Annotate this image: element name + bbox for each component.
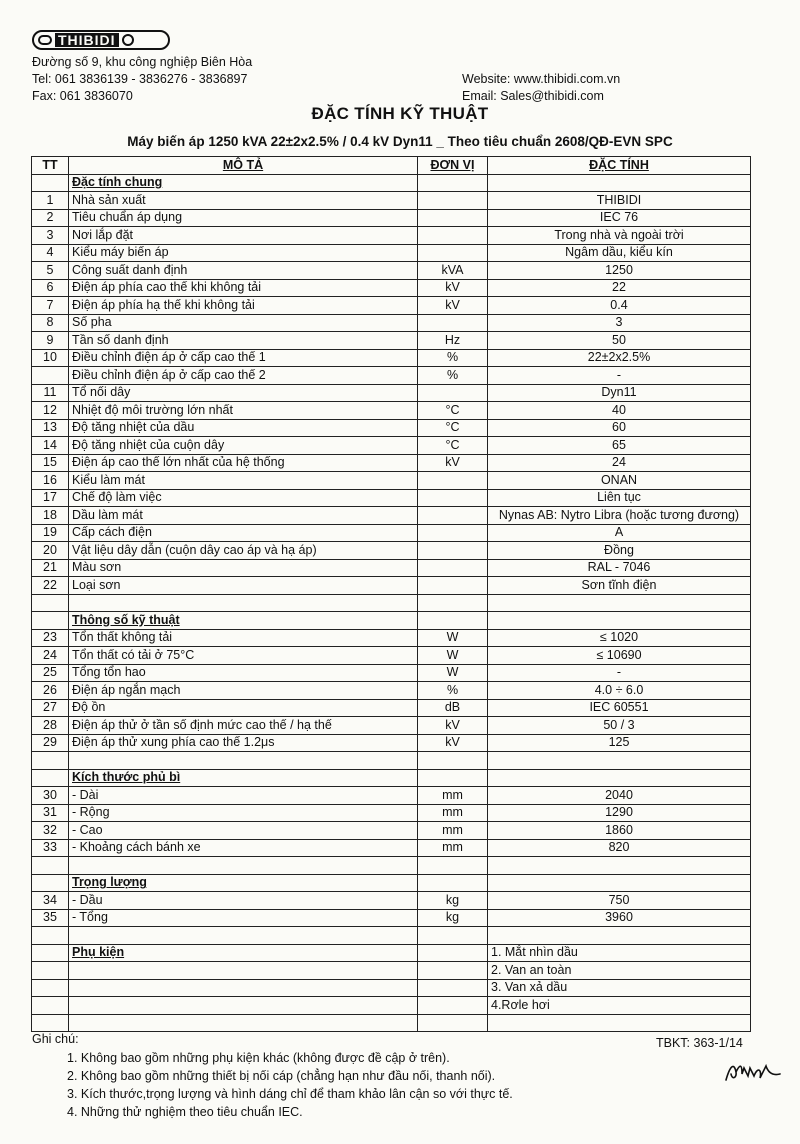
row-unit [418, 559, 488, 577]
accessory-unit [418, 997, 488, 1015]
section-spec [488, 874, 751, 892]
row-unit: Hz [418, 332, 488, 350]
company-fax: Fax: 061 3836070 [32, 89, 133, 103]
table-row [32, 297, 751, 315]
blank-cell [488, 594, 751, 612]
row-tt: 22 [32, 577, 69, 595]
accessory-desc [69, 997, 418, 1015]
row-unit: kV [418, 734, 488, 752]
accessory-item: 1. Mắt nhìn dầu [488, 944, 751, 962]
row-unit: kVA [418, 262, 488, 280]
section-row-technical [32, 612, 751, 630]
table-row [32, 244, 751, 262]
note-2: 2. Không bao gồm những thiết bị nối cáp (chẳng hạn như đầu nối, thanh nối). [67, 1069, 496, 1083]
blank-cell [418, 857, 488, 875]
row-spec: 4.0 ÷ 6.0 [488, 682, 751, 700]
company-website: Website: www.thibidi.com.vn [462, 72, 621, 86]
accessory-row [32, 962, 751, 980]
spec-table [31, 156, 751, 1032]
blank-cell [69, 857, 418, 875]
table-row [32, 332, 751, 350]
row-desc: Tổn thất có tải ở 75°C [69, 647, 418, 665]
row-tt: 24 [32, 647, 69, 665]
row-unit: mm [418, 822, 488, 840]
row-desc: Loại sơn [69, 577, 418, 595]
section-unit [418, 769, 488, 787]
spec-table-body [32, 174, 751, 1032]
row-unit [418, 384, 488, 402]
row-unit: mm [418, 787, 488, 805]
row-unit: kg [418, 892, 488, 910]
accessory-row [32, 979, 751, 997]
row-desc: Độ ồn [69, 699, 418, 717]
row-tt: 11 [32, 384, 69, 402]
row-spec: 22±2x2.5% [488, 349, 751, 367]
accessory-item: 2. Van an toàn [488, 962, 751, 980]
row-tt: 27 [32, 699, 69, 717]
row-spec: 750 [488, 892, 751, 910]
row-tt: 28 [32, 717, 69, 735]
row-spec: Liên tục [488, 489, 751, 507]
accessory-tt [32, 979, 69, 997]
row-desc: Độ tăng nhiệt của dầu [69, 419, 418, 437]
row-tt: 32 [32, 822, 69, 840]
table-row [32, 804, 751, 822]
accessory-tt [32, 962, 69, 980]
row-tt: 15 [32, 454, 69, 472]
row-spec: Nynas AB: Nytro Libra (hoặc tương đương) [488, 507, 751, 525]
row-unit: % [418, 349, 488, 367]
row-spec: IEC 76 [488, 209, 751, 227]
col-header-spec: ĐẶC TÍNH [488, 157, 751, 175]
document-code: TBKT: 363-1/14 [656, 1036, 743, 1050]
row-unit: kV [418, 454, 488, 472]
row-unit [418, 507, 488, 525]
accessory-row [32, 997, 751, 1015]
table-row [32, 664, 751, 682]
logo-circle-icon [122, 34, 134, 46]
table-row [32, 419, 751, 437]
section-tt [32, 769, 69, 787]
accessories-title: Phụ kiện [69, 944, 418, 962]
row-unit [418, 227, 488, 245]
table-row [32, 787, 751, 805]
logo-brand-text: THIBIDI [55, 33, 119, 47]
col-header-desc: MÔ TẢ [69, 157, 418, 175]
row-unit: °C [418, 419, 488, 437]
blank-cell [488, 857, 751, 875]
row-unit: % [418, 682, 488, 700]
row-spec: Sơn tĩnh điện [488, 577, 751, 595]
row-desc: Điện áp thử xung phía cao thế 1.2μs [69, 734, 418, 752]
blank-cell [488, 927, 751, 945]
row-tt: 5 [32, 262, 69, 280]
row-desc: Chế độ làm việc [69, 489, 418, 507]
row-unit: W [418, 664, 488, 682]
row-spec: Đồng [488, 542, 751, 560]
row-tt: 8 [32, 314, 69, 332]
row-spec: 3960 [488, 909, 751, 927]
table-header-row [32, 157, 751, 175]
row-unit: kg [418, 909, 488, 927]
table-row [32, 629, 751, 647]
row-spec: Ngâm dầu, kiểu kín [488, 244, 751, 262]
table-row [32, 909, 751, 927]
row-desc: - Cao [69, 822, 418, 840]
row-tt: 18 [32, 507, 69, 525]
row-desc: Kiểu làm mát [69, 472, 418, 490]
table-row [32, 647, 751, 665]
table-row [32, 349, 751, 367]
row-spec: IEC 60551 [488, 699, 751, 717]
section-title: Đặc tính chung [69, 174, 418, 192]
row-spec: A [488, 524, 751, 542]
table-row [32, 192, 751, 210]
section-spec [488, 769, 751, 787]
row-unit [418, 244, 488, 262]
row-desc: - Khoảng cách bánh xe [69, 839, 418, 857]
table-row [32, 717, 751, 735]
company-tel: Tel: 061 3836139 - 3836276 - 3836897 [32, 72, 248, 86]
blank-cell [69, 927, 418, 945]
section-tt [32, 174, 69, 192]
row-spec: - [488, 664, 751, 682]
row-desc: Màu sơn [69, 559, 418, 577]
row-tt: 34 [32, 892, 69, 910]
row-spec: 820 [488, 839, 751, 857]
row-unit: kV [418, 717, 488, 735]
accessory-unit [418, 979, 488, 997]
section-unit [418, 612, 488, 630]
row-unit: °C [418, 402, 488, 420]
row-tt: 3 [32, 227, 69, 245]
section-unit [418, 874, 488, 892]
row-desc: Điện áp phía cao thế khi không tải [69, 279, 418, 297]
row-desc: Tổng tổn hao [69, 664, 418, 682]
row-unit [418, 524, 488, 542]
row-spec: 40 [488, 402, 751, 420]
row-unit: W [418, 629, 488, 647]
row-tt: 31 [32, 804, 69, 822]
row-desc: Điều chỉnh điện áp ở cấp cao thế 2 [69, 367, 418, 385]
row-spec: 22 [488, 279, 751, 297]
blank-row [32, 594, 751, 612]
row-unit [418, 577, 488, 595]
accessory-desc [69, 962, 418, 980]
blank-row [32, 752, 751, 770]
row-tt: 10 [32, 349, 69, 367]
table-row [32, 437, 751, 455]
table-row [32, 892, 751, 910]
row-tt: 1 [32, 192, 69, 210]
row-desc: - Tổng [69, 909, 418, 927]
blank-cell [69, 1014, 418, 1032]
table-row [32, 402, 751, 420]
section-row-dimensions [32, 769, 751, 787]
blank-row [32, 1014, 751, 1032]
section-row-weight [32, 874, 751, 892]
accessory-row [32, 944, 751, 962]
table-row [32, 279, 751, 297]
document-subtitle: Máy biến áp 1250 kVA 22±2x2.5% / 0.4 kV Dyn11 _ Theo tiêu chuẩn 2608/QĐ-EVN SPC [127, 134, 673, 149]
row-desc: Nhà sản xuất [69, 192, 418, 210]
logo-mark-icon [38, 35, 52, 45]
row-spec: THIBIDI [488, 192, 751, 210]
row-tt: 33 [32, 839, 69, 857]
accessory-unit [418, 962, 488, 980]
row-desc: - Rộng [69, 804, 418, 822]
accessory-tt [32, 997, 69, 1015]
row-tt: 13 [32, 419, 69, 437]
row-spec: ONAN [488, 472, 751, 490]
company-email: Email: Sales@thibidi.com [462, 89, 604, 103]
row-spec: 50 / 3 [488, 717, 751, 735]
row-desc: Kiểu máy biến áp [69, 244, 418, 262]
row-tt: 19 [32, 524, 69, 542]
col-header-tt: TT [32, 157, 69, 175]
section-row-general [32, 174, 751, 192]
row-tt: 9 [32, 332, 69, 350]
blank-cell [32, 927, 69, 945]
table-row [32, 262, 751, 280]
row-unit: kV [418, 297, 488, 315]
blank-cell [418, 1014, 488, 1032]
table-row [32, 209, 751, 227]
table-row [32, 489, 751, 507]
table-row [32, 472, 751, 490]
row-tt: 17 [32, 489, 69, 507]
row-spec: Trong nhà và ngoài trời [488, 227, 751, 245]
table-row [32, 839, 751, 857]
blank-cell [69, 594, 418, 612]
section-title: Trọng lượng [69, 874, 418, 892]
row-tt: 2 [32, 209, 69, 227]
note-3: 3. Kích thước,trọng lượng và hình dáng chỉ để tham khảo lân cận so với thực tế. [67, 1087, 513, 1101]
blank-cell [32, 594, 69, 612]
table-row [32, 577, 751, 595]
row-unit: kV [418, 279, 488, 297]
row-unit: W [418, 647, 488, 665]
row-spec: 1290 [488, 804, 751, 822]
row-tt: 7 [32, 297, 69, 315]
section-spec [488, 174, 751, 192]
table-row [32, 314, 751, 332]
row-unit [418, 192, 488, 210]
note-1: 1. Không bao gồm những phụ kiện khác (không được đề cập ở trên). [67, 1051, 450, 1065]
section-spec [488, 612, 751, 630]
col-header-unit: ĐƠN VỊ [418, 157, 488, 175]
row-spec: 3 [488, 314, 751, 332]
row-tt: 16 [32, 472, 69, 490]
blank-cell [32, 1014, 69, 1032]
row-tt: 20 [32, 542, 69, 560]
row-desc: Tổ nối dây [69, 384, 418, 402]
row-desc: Nhiệt độ môi trường lớn nhất [69, 402, 418, 420]
row-desc: Độ tăng nhiệt của cuộn dây [69, 437, 418, 455]
row-spec: 65 [488, 437, 751, 455]
document-title: ĐẶC TÍNH KỸ THUẬT [311, 104, 489, 123]
section-unit [418, 174, 488, 192]
row-unit: % [418, 367, 488, 385]
row-desc: Công suất danh định [69, 262, 418, 280]
row-unit: °C [418, 437, 488, 455]
row-unit [418, 209, 488, 227]
row-spec: ≤ 10690 [488, 647, 751, 665]
section-title: Kích thước phủ bì [69, 769, 418, 787]
accessory-tt [32, 944, 69, 962]
row-desc: Điện áp cao thế lớn nhất của hệ thống [69, 454, 418, 472]
table-row [32, 454, 751, 472]
blank-cell [488, 752, 751, 770]
row-tt: 21 [32, 559, 69, 577]
table-row [32, 367, 751, 385]
note-4: 4. Những thử nghiệm theo tiêu chuẩn IEC. [67, 1105, 303, 1119]
row-desc: Điện áp thử ở tần số định mức cao thế / hạ thế [69, 717, 418, 735]
row-tt: 35 [32, 909, 69, 927]
row-spec: 125 [488, 734, 751, 752]
signature-icon [722, 1058, 784, 1086]
row-desc: Điều chỉnh điện áp ở cấp cao thế 1 [69, 349, 418, 367]
row-desc: Tần số danh định [69, 332, 418, 350]
row-tt [32, 367, 69, 385]
row-unit: mm [418, 804, 488, 822]
accessory-item: 4.Rơle hơi [488, 997, 751, 1015]
company-logo [32, 30, 170, 50]
table-row [32, 507, 751, 525]
section-tt [32, 612, 69, 630]
table-row [32, 734, 751, 752]
row-spec: ≤ 1020 [488, 629, 751, 647]
table-row [32, 227, 751, 245]
blank-cell [418, 594, 488, 612]
accessory-item: 3. Van xả dầu [488, 979, 751, 997]
blank-cell [418, 927, 488, 945]
row-spec: - [488, 367, 751, 385]
row-spec: RAL - 7046 [488, 559, 751, 577]
table-row [32, 682, 751, 700]
row-unit [418, 489, 488, 507]
accessory-desc [69, 979, 418, 997]
row-spec: Dyn11 [488, 384, 751, 402]
row-desc: Số pha [69, 314, 418, 332]
section-tt [32, 874, 69, 892]
row-tt: 12 [32, 402, 69, 420]
row-spec: 2040 [488, 787, 751, 805]
row-desc: - Dầu [69, 892, 418, 910]
blank-cell [32, 857, 69, 875]
row-tt: 4 [32, 244, 69, 262]
row-spec: 60 [488, 419, 751, 437]
row-desc: Tiêu chuẩn áp dụng [69, 209, 418, 227]
row-unit: dB [418, 699, 488, 717]
blank-cell [32, 752, 69, 770]
row-tt: 6 [32, 279, 69, 297]
company-address: Đường số 9, khu công nghiệp Biên Hòa [32, 55, 253, 69]
table-row [32, 524, 751, 542]
row-unit [418, 314, 488, 332]
row-desc: Nơi lắp đặt [69, 227, 418, 245]
row-tt: 29 [32, 734, 69, 752]
row-spec: 1860 [488, 822, 751, 840]
blank-cell [418, 752, 488, 770]
table-row [32, 384, 751, 402]
row-desc: Vật liệu dây dẫn (cuộn dây cao áp và hạ áp) [69, 542, 418, 560]
accessory-unit [418, 944, 488, 962]
row-tt: 23 [32, 629, 69, 647]
row-tt: 25 [32, 664, 69, 682]
row-desc: Cấp cách điện [69, 524, 418, 542]
blank-row [32, 927, 751, 945]
row-desc: Dầu làm mát [69, 507, 418, 525]
row-unit [418, 472, 488, 490]
table-row [32, 559, 751, 577]
row-unit: mm [418, 839, 488, 857]
row-tt: 30 [32, 787, 69, 805]
table-row [32, 699, 751, 717]
row-unit [418, 542, 488, 560]
row-desc: Tổn thất không tải [69, 629, 418, 647]
blank-cell [488, 1014, 751, 1032]
row-desc: Điện áp ngắn mạch [69, 682, 418, 700]
section-title: Thông số kỹ thuật [69, 612, 418, 630]
row-spec: 24 [488, 454, 751, 472]
row-tt: 26 [32, 682, 69, 700]
row-tt: 14 [32, 437, 69, 455]
row-desc: - Dài [69, 787, 418, 805]
row-spec: 50 [488, 332, 751, 350]
row-spec: 0.4 [488, 297, 751, 315]
row-desc: Điện áp phía hạ thế khi không tải [69, 297, 418, 315]
note-label: Ghi chú: [32, 1032, 79, 1046]
table-row [32, 822, 751, 840]
table-row [32, 542, 751, 560]
blank-row [32, 857, 751, 875]
blank-cell [69, 752, 418, 770]
row-spec: 1250 [488, 262, 751, 280]
